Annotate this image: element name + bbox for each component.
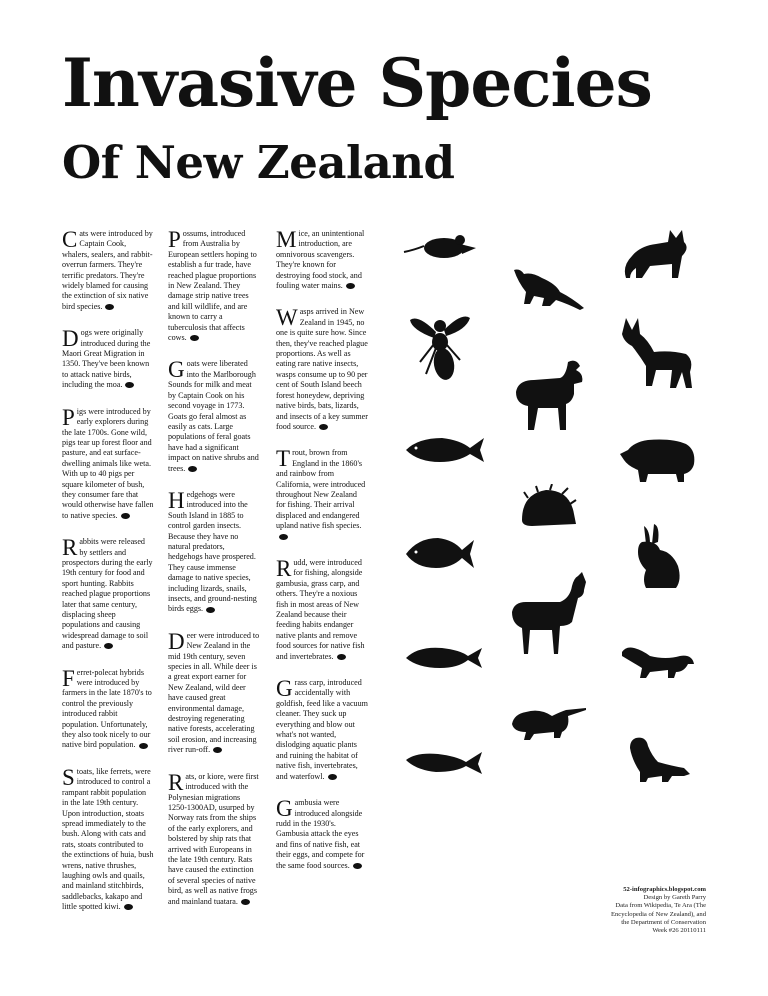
deer-mini-icon <box>213 747 222 753</box>
credit-line: Design by Gareth Parry <box>643 894 706 902</box>
drop-cap: H <box>168 487 185 513</box>
wasp-mini-icon <box>319 424 328 430</box>
drop-cap: M <box>276 227 297 252</box>
entry-pigs <box>62 404 154 521</box>
entry-text: udd, were introduced for fishing, alongside gambusia, grass carp, and others. They're a noxious fish in most areas of New Zealand because their feeding habits endanger native plants and remove food sources for native fish and invertebrates. <box>276 557 365 661</box>
mouse-mini-icon <box>346 283 355 289</box>
drop-cap: F <box>62 665 75 691</box>
deer-icon <box>508 572 592 656</box>
rudd-mini-icon <box>337 654 346 660</box>
credit-line: Data from Wikipedia, Te Ara (The <box>615 902 706 910</box>
entry-cats <box>62 229 154 312</box>
entry-stoats <box>62 764 154 913</box>
page-title: Invasive Species <box>62 44 652 122</box>
credit-line: the Department of Conservation <box>621 918 706 926</box>
credits <box>611 886 706 935</box>
possum-icon <box>512 266 588 312</box>
dog-icon <box>618 316 698 390</box>
rat-mini-icon <box>241 899 250 905</box>
gambusia-mini-icon <box>353 863 362 869</box>
pig-icon <box>618 434 698 484</box>
grass-carp-icon <box>404 642 484 672</box>
trout-mini-icon <box>279 534 288 540</box>
hedgehog-icon <box>518 484 578 530</box>
text-column-1 <box>62 229 154 929</box>
trout-icon <box>404 432 486 468</box>
grass-carp-mini-icon <box>328 774 337 780</box>
entry-dogs <box>62 328 154 390</box>
rudd-icon <box>404 532 476 574</box>
drop-cap: G <box>168 357 185 383</box>
credit-line: Week #26 20110111 <box>652 927 706 935</box>
text-column-3 <box>276 229 368 887</box>
entry-text: ice, an unintentional introduction, are omnivorous scavengers. They're known for destroying food stock, and fouling water mains. <box>276 229 365 291</box>
entry-rudd <box>276 555 368 662</box>
pig-mini-icon <box>121 513 130 519</box>
credit-line: Encyclopedia of New Zealand), and <box>610 910 706 918</box>
cat-icon <box>620 226 696 282</box>
goat-mini-icon <box>188 466 197 472</box>
entry-ferrets <box>62 665 154 751</box>
entry-mice <box>276 229 368 291</box>
entry-text: ossums, introduced from Australia by European settlers hoping to establish a fur trade, have reached plague proportions in New Zealand. They damage strip native trees and kill wildlife, and are known to carry a tuberculosis that affects cows. <box>168 229 257 343</box>
entry-wasps <box>276 307 368 432</box>
drop-cap: W <box>276 305 298 331</box>
animal-silhouettes <box>400 226 700 796</box>
entry-goats <box>168 359 260 473</box>
entry-text: abbits were released by settlers and prospectors during the early 19th century for food and sport hunting. Rabbits reached plague proportions later that same century, displacing sheep populations and causing widespread damage to soil and pasture. <box>62 537 153 651</box>
drop-cap: G <box>276 676 293 702</box>
dog-mini-icon <box>125 382 134 388</box>
page-subtitle: Of New Zealand <box>62 136 455 189</box>
drop-cap: G <box>276 796 293 822</box>
mouse-icon <box>402 232 482 264</box>
text-column-2 <box>168 229 260 923</box>
entry-text: rout, brown from England in the 1860's and rainbow from California, were introduced throughout New Zealand for fishing. Their arrival displaced and endangered upland native fish species. <box>276 448 366 531</box>
entry-rats <box>168 769 260 907</box>
entry-text: oats were liberated into the Marlborough Sounds for milk and meat by Captain Cook on his second voyage in 1773. Goats go feral almost as easily as cats. Large populations of feral goats have had a significant impact on native shrubs and trees. <box>168 359 259 473</box>
entry-text: ats, or kiore, were first introduced with the Polynesian migrations 1250-1300AD, usurped by Norway rats from the ships of the early explorers, and bolstered by ship rats that arrived with Europeans in the late 19th century. Rats have caused the extinction of several species of native bird, as well as native frogs and mainland tuatara. <box>168 771 259 906</box>
entry-text: igs were introduced by early explorers during the late 1700s. Gone wild, pigs tear up forest floor and pasture, and eat surface-dwelling animals like weta. With up to 40 pigs per square kilometer of bush, they consumer fare that would otherwise have fallen to native species. <box>62 406 154 520</box>
drop-cap: R <box>168 769 184 795</box>
drop-cap: C <box>62 227 78 252</box>
cat-mini-icon <box>105 304 114 310</box>
ferret-mini-icon <box>139 743 148 749</box>
entry-trout <box>276 448 368 542</box>
entry-text: edgehogs were introduced into the South Island in 1885 to control garden insects. Because they have no natural predators, hedgehogs have prospered. They cause immense damage to native species, including lizards, snails, insects, and ground-nesting birds eggs. <box>168 489 257 614</box>
entry-text: erret-polecat hybrids were introduced by farmers in the late 1870's to control the previously introduced rabbit population. Unfortunately, they also took nicely to our native bird population. <box>62 667 152 750</box>
drop-cap: D <box>62 326 79 352</box>
entry-text: asps arrived in New Zealand in 1945, no one is quite sure how. Since then, they've reached plague proportions. As well as eating rare native insects, wasps consume up to 90 per cent of South Island beech forest honeydew, depriving native birds, bats, lizards, and insects of a key summer food source. <box>276 307 368 431</box>
entry-text: ats were introduced by Captain Cook, whalers, sealers, and rabbit-overrun farmers. They're terrific predators. They're widely blamed for causing the extinction of six native bird species. <box>62 229 153 311</box>
drop-cap: R <box>276 555 292 581</box>
possum-mini-icon <box>190 335 199 341</box>
drop-cap: R <box>62 535 78 561</box>
entry-deer <box>168 628 260 756</box>
entry-text: toats, like ferrets, were introduced to control a rampant rabbit population in the late 19th century. Upon introduction, stoats spread immediately to the bush. Along with cats and rats, stoats contributed to the extinctions of huia, bush wrens, native thrushes, laughing owls and quails, and mainland stitchbirds, saddlebacks, kakapo and little spotted kiwi. <box>62 766 154 912</box>
entry-hedgehogs <box>168 487 260 615</box>
stoat-icon <box>628 736 692 784</box>
drop-cap: T <box>276 446 291 472</box>
hedgehog-mini-icon <box>206 607 215 613</box>
entry-text: rass carp, introduced accidentally with goldfish, feed like a vacuum cleaner. They suck up everything and blow out what's not wanted, dislodging aquatic plants and ruining the habitat of native fish, invertebrates, and waterfowl. <box>276 678 368 781</box>
drop-cap: P <box>62 404 75 430</box>
entry-text: ambusia were introduced alongside rudd in the 1930's. Gambusia attack the eyes and fins of native fish, eat their eggs, and compete for the same food sources. <box>276 798 365 870</box>
rat-icon <box>508 702 588 742</box>
stoat-mini-icon <box>124 904 133 910</box>
rabbit-mini-icon <box>104 643 113 649</box>
entry-possums <box>168 229 260 343</box>
entry-text: eer were introduced to New Zealand in the mid 19th century, seven species in all. While deer is a great export earner for New Zealand, wild deer have caused great environmental damage, destroying regenerating native forests, accelerating soil erosion, and increasing river run-off. <box>168 630 260 755</box>
wasp-icon <box>408 312 474 384</box>
rabbit-icon <box>624 522 686 592</box>
drop-cap: P <box>168 227 181 252</box>
entry-grass-carp <box>276 678 368 782</box>
entry-rabbits <box>62 537 154 651</box>
blog-url: 52-infographics.blogspot.com <box>623 886 706 893</box>
entry-gambusia <box>276 798 368 871</box>
drop-cap: S <box>62 764 75 790</box>
entry-text: ogs were originally introduced during the Maori Great Migration in 1350. They've been known to attack native birds, including the moa. <box>62 328 151 390</box>
ferret-icon <box>620 640 696 680</box>
goat-icon <box>510 358 588 432</box>
drop-cap: D <box>168 628 185 654</box>
gambusia-icon <box>404 748 484 776</box>
